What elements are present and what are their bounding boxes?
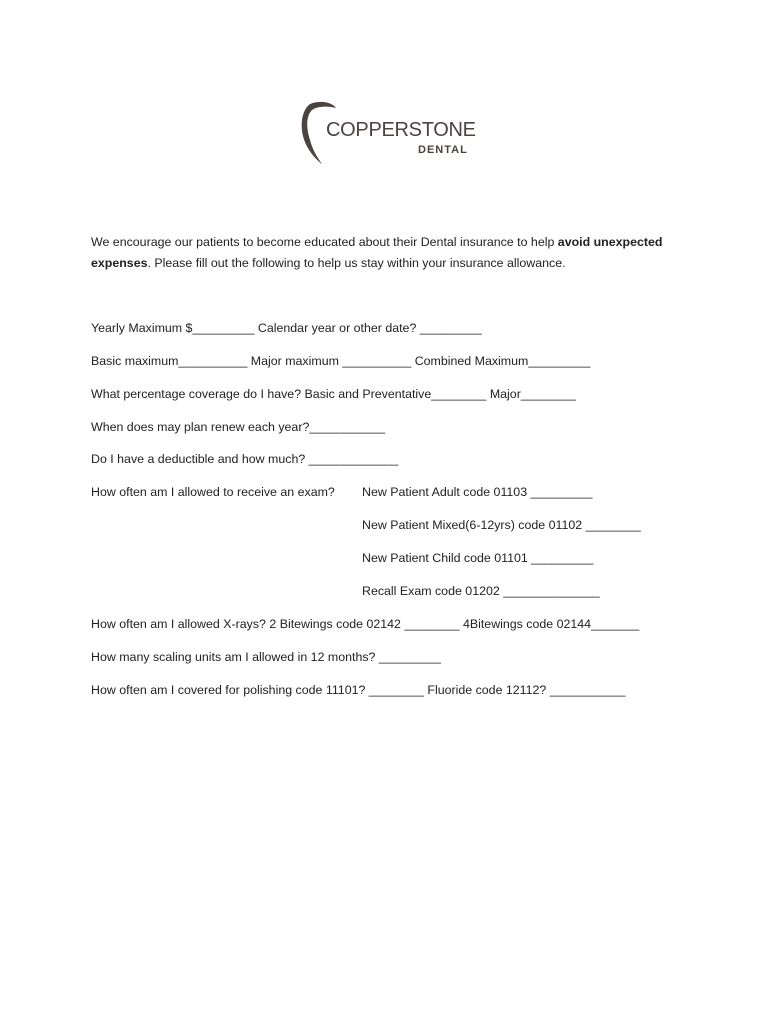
question-scaling-units: How many scaling units am I allowed in 12 months? _________ xyxy=(91,650,441,664)
question-plan-renewal: When does may plan renew each year?___________ xyxy=(91,420,386,434)
logo-sub-text: DENTAL xyxy=(418,144,468,156)
question-basic-major-maximum: Basic maximum__________ Major maximum __________ Combined Maximum_________ xyxy=(91,354,591,368)
question-xrays: How often am I allowed X-rays? 2 Bitewings code 02142 ________ 4Bitewings code 02144_______ xyxy=(91,617,640,631)
question-deductible: Do I have a deductible and how much? _____________ xyxy=(91,452,399,466)
question-yearly-maximum: Yearly Maximum $_________ Calendar year or other date? _________ xyxy=(91,321,482,335)
intro-text-2: . Please fill out the following to help us stay within your insurance allowance. xyxy=(147,255,566,270)
exam-option-adult: New Patient Adult code 01103 _________ xyxy=(362,485,593,499)
intro-bold-text: avoid unexpected expenses xyxy=(91,235,663,270)
copperstone-logo xyxy=(298,98,478,168)
intro-text-1: We encourage our patients to become educated about their Dental insurance to help xyxy=(91,235,558,249)
logo-brand-text: COPPERSTONE xyxy=(326,119,476,141)
exam-option-recall: Recall Exam code 01202 ______________ xyxy=(362,584,600,598)
question-exam-frequency: How often am I allowed to receive an exam? xyxy=(91,485,335,499)
question-polishing-fluoride: How often am I covered for polishing code 11101? ________ Fluoride code 12112? ___________ xyxy=(91,683,626,697)
question-percentage-coverage: What percentage coverage do I have? Basic and Preventative________ Major________ xyxy=(91,387,576,401)
intro-paragraph xyxy=(91,232,691,273)
exam-option-mixed: New Patient Mixed(6-12yrs) code 01102 ________ xyxy=(362,518,641,532)
exam-option-child: New Patient Child code 01101 _________ xyxy=(362,551,594,565)
